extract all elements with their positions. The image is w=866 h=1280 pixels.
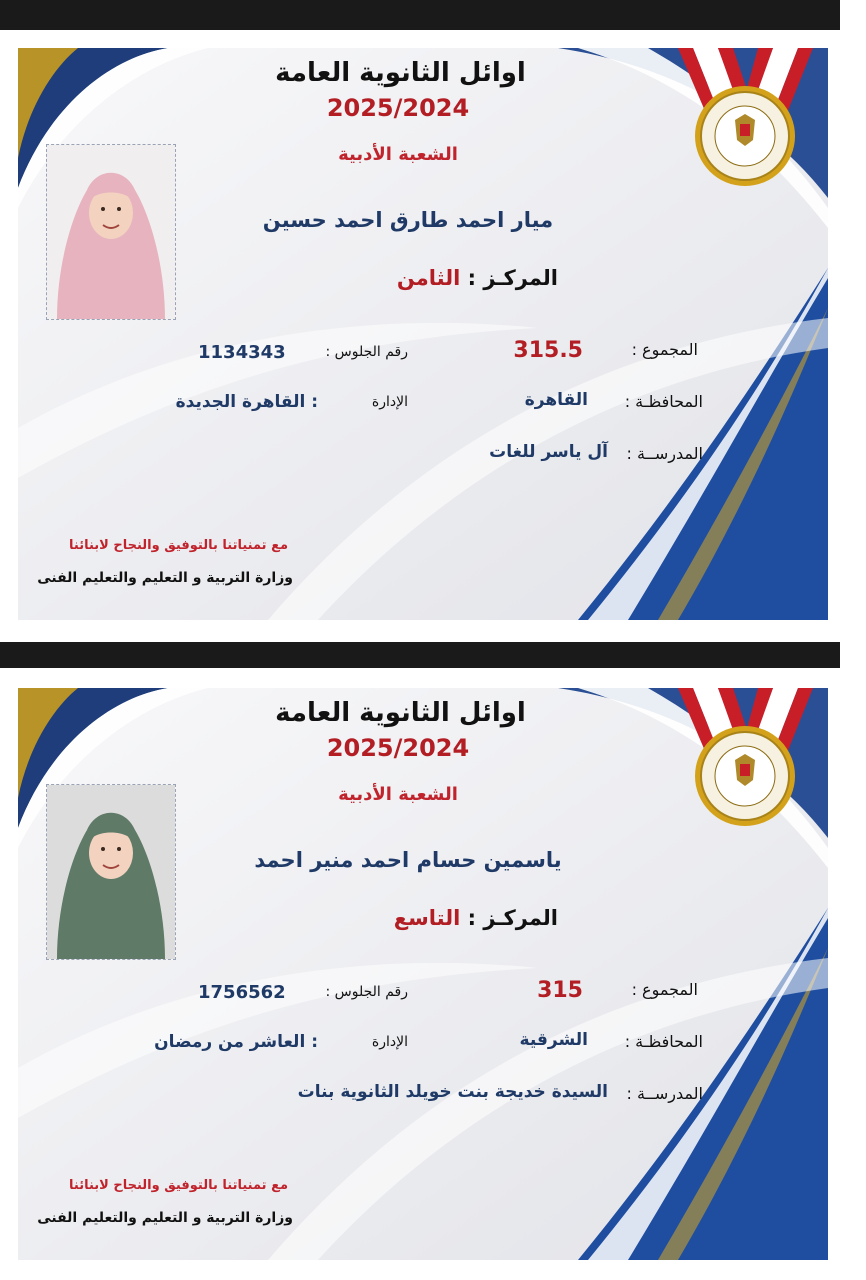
student-name: ياسمين حسام احمد منير احمد (254, 848, 562, 872)
governorate-label: المحافظـة : (624, 1032, 703, 1051)
governorate-value: الشرقية (519, 1030, 588, 1050)
seat-number-label: رقم الجلوس : (325, 984, 408, 1000)
branch-label: الشعبة الأدبية (338, 144, 458, 165)
branch-label: الشعبة الأدبية (338, 784, 458, 805)
ministry-text: وزارة التربية و التعليم والتعليم الفنى (37, 570, 293, 586)
academic-year: 2025/2024 (326, 94, 470, 122)
student-photo (46, 144, 176, 320)
certificate-card (18, 688, 828, 1260)
student-photo (46, 784, 176, 960)
ministry-seal-icon (673, 48, 818, 198)
administration-value: : العاشر من رمضان (154, 1032, 318, 1052)
rank-line (318, 266, 558, 290)
administration-label: الإدارة (371, 1034, 408, 1050)
rank-value: الثامن (396, 266, 461, 290)
governorate-label: المحافظـة : (624, 392, 703, 411)
student-portrait-icon (47, 785, 175, 959)
school-value: آل ياسر للغات (489, 442, 608, 462)
student-name: ميار احمد طارق احمد حسين (262, 208, 554, 232)
wishes-text: مع تمنياتنا بالتوفيق والنجاح لابنائنا (69, 1178, 288, 1193)
academic-year: 2025/2024 (326, 734, 470, 762)
total-label: المجموع : (631, 980, 698, 999)
wishes-text: مع تمنياتنا بالتوفيق والنجاح لابنائنا (69, 538, 288, 553)
card-title: اوائل الثانوية العامة (275, 58, 526, 88)
top-dark-bar (0, 0, 840, 30)
rank-label: المركـز : (467, 266, 558, 290)
school-label: المدرســة : (626, 444, 703, 463)
separator-bar (0, 642, 840, 668)
total-value: 315.5 (513, 338, 583, 363)
total-value: 315 (537, 978, 583, 1003)
seat-number-label: رقم الجلوس : (325, 344, 408, 360)
student-portrait-icon (47, 145, 175, 319)
administration-label: الإدارة (371, 394, 408, 410)
seat-number-value: 1134343 (198, 342, 286, 363)
administration-value: : القاهرة الجديدة (175, 392, 318, 412)
school-label: المدرســة : (626, 1084, 703, 1103)
ministry-seal-icon (673, 688, 818, 838)
total-label: المجموع : (631, 340, 698, 359)
rank-value: التاسع (393, 906, 461, 930)
ministry-text: وزارة التربية و التعليم والتعليم الفنى (37, 1210, 293, 1226)
rank-label: المركـز : (467, 906, 558, 930)
rank-line (318, 906, 558, 930)
seat-number-value: 1756562 (198, 982, 286, 1003)
card-title: اوائل الثانوية العامة (275, 698, 526, 728)
school-value: السيدة خديجة بنت خويلد الثانوية بنات (297, 1082, 608, 1102)
certificate-card (18, 48, 828, 620)
governorate-value: القاهرة (524, 390, 588, 410)
